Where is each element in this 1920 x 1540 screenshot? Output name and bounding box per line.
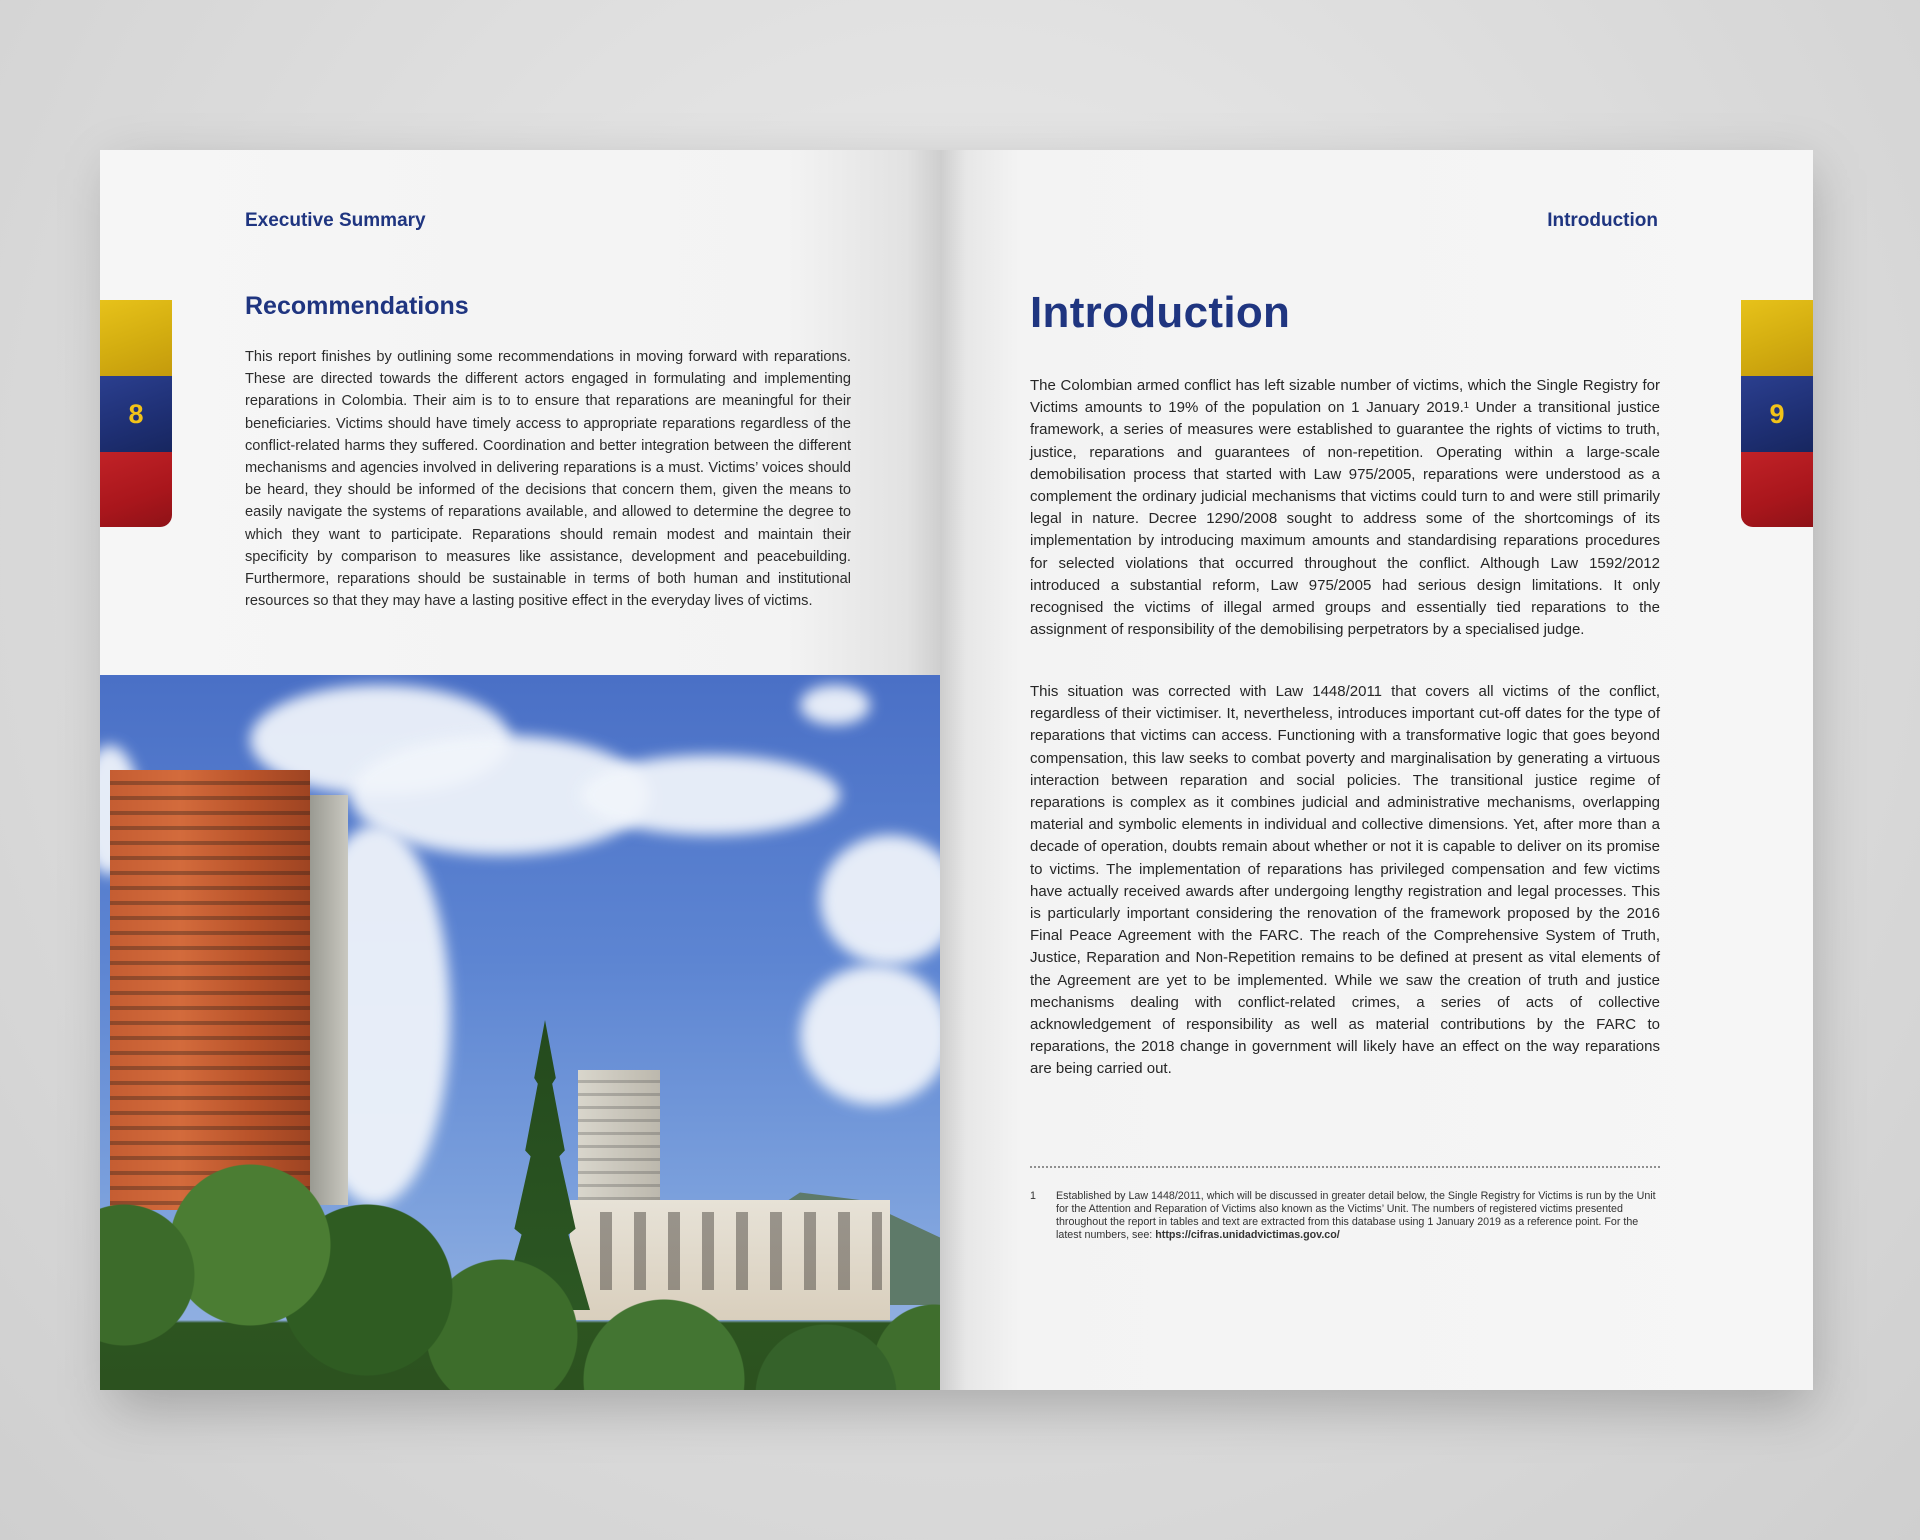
left-page — [100, 150, 940, 1390]
page-title-introduction: Introduction — [1030, 288, 1291, 337]
page-number-tab-right — [1741, 300, 1813, 527]
intro-paragraph-2: This situation was corrected with Law 1448/2011 that covers all victims of the conflict, regardless of their victimiser. It, nevertheless, introduces important cut-off dates for the type of reparations that victims can access. Functioning with a transformative logic that goes beyond compensation, this law seeks to combat poverty and marginalisation by generating a virtuous interaction between reparation and social policies. The transitional justice regime of reparations is complex as it combines judicial and administrative mechanisms, overlapping material and symbolic elements in individual and collective dimensions. Yet, after more than a decade of operation, doubts remain about whether or not it is capable to deliver on its promise to victims. The implementation of reparations has privileged compensation and few victims have actually received awards after undergoing lengthy registration and legal processes. This is particularly important considering the renovation of the framework proposed by the 2016 Final Peace Agreement with the FARC. The reach of the Comprehensive System of Truth, Justice, Reparation and Non-Repetition remains to be defined at present as vital elements of the Agreement are yet to be implemented. While we saw the creation of truth and justice mechanisms dealing with conflict-related crimes, a series of acts of collective acknowledgement of responsibility as well as material contributions by the FARC to reparations, the 2018 change in government will likely have an effect on the way reparations are being carried out. — [1030, 683, 1660, 1078]
footnote-text: Established by Law 1448/2011, which will be discussed in greater detail below, the Single Registry for Victims is run by the Unit for the Attention and Reparation of Victims also known as the Victims’ Unit. The numbers of registered victims presented throughout the report in tables and text are extracted from this database using 1 January 2019 as a reference point. For the latest numbers, see: — [1056, 1190, 1656, 1241]
footnote-divider — [1030, 1166, 1660, 1168]
photo-tower-side — [310, 795, 348, 1205]
photo-cloud — [800, 965, 940, 1105]
running-head-left: Executive Summary — [245, 210, 426, 231]
photo-trees — [100, 1155, 940, 1390]
running-head-right: Introduction — [1547, 210, 1658, 231]
photo-cloud — [580, 755, 840, 835]
footnote-number: 1 — [1030, 1190, 1036, 1202]
flag-band-yellow — [100, 300, 172, 376]
footnote — [1030, 1190, 1660, 1242]
footnote-link[interactable]: https://cifras.unidadvictimas.gov.co/ — [1155, 1229, 1340, 1241]
footnote-body — [1056, 1190, 1660, 1242]
photo-cloud — [800, 685, 870, 725]
section-heading-recommendations: Recommendations — [245, 292, 469, 320]
flag-band-red — [100, 452, 172, 527]
intro-paragraph-1: The Colombian armed conflict has left sizable number of victims, which the Single Registry for Victims amounts to 19% of the population on 1 January 2019.¹ Under a transitional justice framework, a series of measures were established to guarantee the rights of victims to truth, justice, reparations and guarantees of non-repetition. Operating within a large-scale demobilisation process that started with Law 975/2005, reparations were understood as a complement the ordinary judicial mechanisms that victims could turn to and were still primarily legal in nature. Decree 1290/2008 sought to address some of the shortcomings of its implementation by introducing maximum amounts and standardising reparations procedures for selected violations that occurred throughout the conflict. Although Law 1592/2012 introduced a substantial reform, Law 975/2005 had serious design limitations. It only recognised the victims of illegal armed groups and essentially tied reparations to the assignment of responsibility of the demobilising perpetrators by a specialised judge. — [1030, 377, 1660, 639]
recommendations-paragraph: This report finishes by outlining some recommendations in moving forward with reparations. These are directed towards the different actors engaged in formulating and implementing reparations in Colombia. Their aim is to to ensure that reparations are meaningful for their beneficiaries. Victims should have timely access to appropriate reparations regardless of the conflict-related harms they suffered. Coordination and better integration between the different mechanisms and agencies involved in delivering reparations is a must. Victims’ voices should be heard, they should be informed of the decisions that concern them, given the means to easily navigate the systems of reparations available, and allowed to determine the degree to which they want to participate. Reparations should remain modest and maintain their specificity by comparison to measures like assistance, development and peacebuilding. Furthermore, reparations should be sustainable in terms of both human and institutional resources so that they may have a lasting positive effect in the everyday lives of victims. — [245, 349, 851, 610]
page-number-left: 8 — [128, 399, 144, 429]
photo-tower-orange — [110, 770, 310, 1210]
page-number-right: 9 — [1769, 399, 1785, 429]
flag-band-yellow — [1741, 300, 1813, 376]
page-number-tab-left — [100, 300, 172, 527]
right-page — [940, 150, 1813, 1390]
flag-band-red — [1741, 452, 1813, 527]
city-photo — [100, 675, 940, 1390]
